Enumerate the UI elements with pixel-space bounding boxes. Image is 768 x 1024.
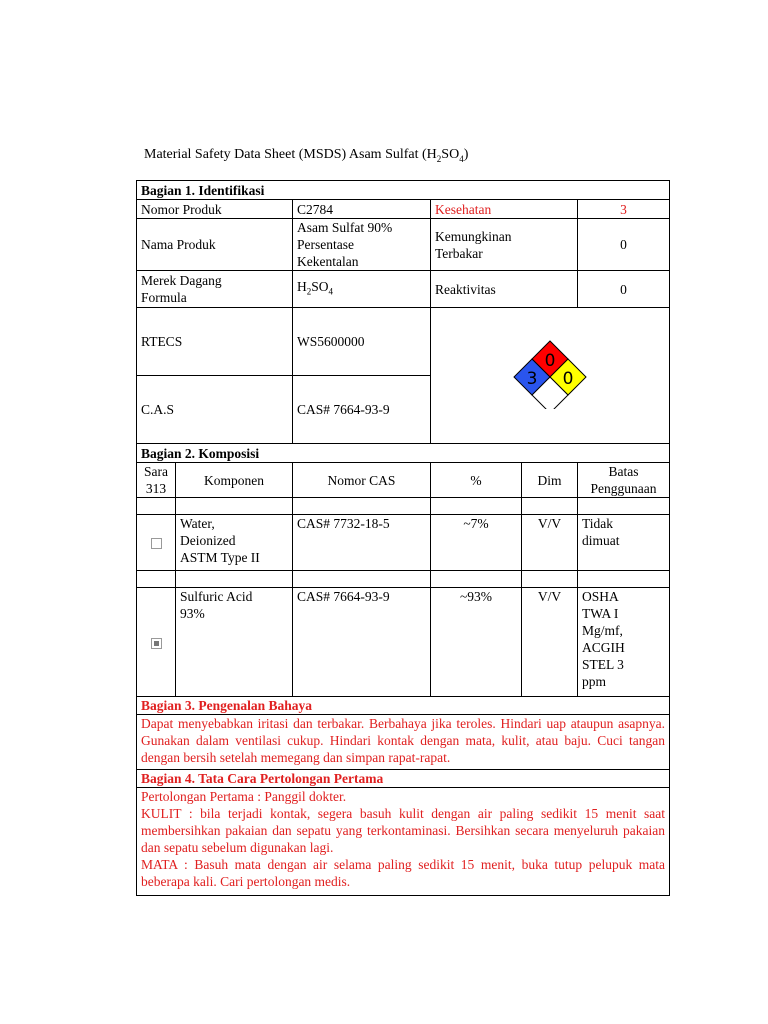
water-name-line-3: ASTM Type II (180, 550, 260, 565)
sulfuric-acid-checkbox[interactable] (151, 638, 162, 649)
table-row-water (137, 515, 670, 571)
water-limit-line-2: dimuat (582, 533, 620, 548)
section4-heading: Bagian 4. Tata Cara Pertolongan Pertama (137, 770, 670, 788)
acid-limit-line-3: Mg/mf, (582, 623, 623, 638)
spacer-row (137, 571, 670, 588)
nfpa-diamond (502, 339, 598, 409)
nfpa-fire-value: 0 (544, 350, 556, 371)
kemungkinan-line-1: Kemungkinan (435, 228, 512, 244)
water-name-line-2: Deionized (180, 533, 236, 548)
acid-dim: V/V (522, 588, 578, 697)
cas-label: C.A.S (137, 376, 293, 444)
formula-label: Formula (141, 290, 187, 305)
water-cas: CAS# 7732-18-5 (293, 515, 431, 571)
acid-limit-line-2: TWA I (582, 606, 619, 621)
acid-cas: CAS# 7664-93-9 (293, 588, 431, 697)
water-component (176, 515, 293, 571)
reaktivitas-label: Reaktivitas (431, 271, 578, 308)
section3-text: Dapat menyebabkan iritasi dan terbakar. Berbahaya jika teroles. Hindari uap ataupun asapnya. Gunakan dalam ventilasi cukup. Hindari kontak dengan mata, kulit, atau baju. Cuci tangan dengan bersih setelah memegang dan simpan rapat-rapat. (137, 715, 670, 770)
nfpa-diamond-cell (431, 308, 670, 444)
skin-instructions: KULIT : bila terjadi kontak, segera basuh kulit dengan air paling sedikit 15 menit saat membersihkan pakaian dan sepatu yang terkontaminasi. Bersihkan secara menyeluruh pakaian dan sepatu sebelum digunakan lagi. (141, 806, 666, 855)
nfpa-reactivity-value: 0 (562, 368, 574, 389)
nama-produk-line-1: Asam Sulfat 90% (297, 220, 393, 235)
sara-checkbox-cell (137, 588, 176, 697)
section1-heading: Bagian 1. Identifikasi (137, 181, 670, 200)
sara-313-header (137, 463, 176, 498)
kesehatan-label: Kesehatan (431, 200, 578, 219)
batas-penggunaan-header (578, 463, 670, 498)
acid-limit-line-1: OSHA (582, 589, 619, 604)
section4-body (137, 788, 670, 896)
spacer-row (137, 498, 670, 515)
acid-component (176, 588, 293, 697)
water-dim: V/V (522, 515, 578, 571)
batas-header-line-2: Penggunaan (590, 481, 657, 496)
acid-limit (578, 588, 670, 697)
section3-heading: Bagian 3. Pengenalan Bahaya (137, 697, 670, 715)
msds-table (136, 180, 670, 896)
kemungkinan-terbakar-label (431, 219, 578, 271)
nama-produk-value (293, 219, 431, 271)
rtecs-label: RTECS (137, 308, 293, 376)
komponen-header: Komponen (176, 463, 293, 498)
nama-produk-line-2: Persentase (297, 237, 354, 252)
percent-header: % (431, 463, 522, 498)
batas-header-line-1: Batas (608, 464, 639, 479)
acid-limit-line-6: ppm (582, 674, 607, 689)
water-name-line-1: Water, (180, 516, 215, 531)
water-limit (578, 515, 670, 571)
sara-checkbox-cell (137, 515, 176, 571)
nama-produk-label: Nama Produk (137, 219, 293, 271)
water-limit-line-1: Tidak (582, 516, 614, 531)
formula-value: $H_2SO_4$ (293, 271, 431, 308)
section2-heading: Bagian 2. Komposisi (137, 444, 670, 463)
nomor-cas-header: Nomor CAS (293, 463, 431, 498)
water-checkbox[interactable] (151, 538, 162, 549)
dim-header: Dim (522, 463, 578, 498)
merek-formula-label (137, 271, 293, 308)
eye-instructions: MATA : Basuh mata dengan air selama paling sedikit 15 menit, buka tutup pelupuk mata beberapa kali. Cari pertolongan medis. (141, 857, 666, 889)
sara-header-line-2: 313 (145, 481, 167, 496)
first-aid-line: Pertolongan Pertama : Panggil dokter. (141, 789, 347, 804)
acid-name-line-1: Sulfuric Acid (180, 589, 253, 604)
merek-dagang-label: Merek Dagang (141, 273, 222, 288)
acid-limit-line-5: STEL 3 (582, 657, 624, 672)
cas-value: CAS# 7664-93-9 (293, 376, 431, 444)
reaktivitas-value: 0 (578, 271, 670, 308)
nomor-produk-label: Nomor Produk (137, 200, 293, 219)
nfpa-health-value: 3 (526, 368, 538, 389)
acid-percent: ~93% (431, 588, 522, 697)
nomor-produk-value: C2784 (293, 200, 431, 219)
kesehatan-value: 3 (578, 200, 670, 219)
rtecs-value: WS5600000 (293, 308, 431, 376)
table-row-sulfuric-acid (137, 588, 670, 697)
acid-limit-line-4: ACGIH (582, 640, 625, 655)
sara-header-line-1: Sara (144, 464, 168, 479)
document-title: Material Safety Data Sheet (MSDS) Asam Sulfat $(H_2SO_4)$ (144, 147, 469, 164)
water-percent: ~7% (431, 515, 522, 571)
kemungkinan-terbakar-value: 0 (578, 219, 670, 271)
kemungkinan-line-2: Terbakar (435, 245, 483, 261)
nama-produk-line-3: Kekentalan (297, 254, 359, 269)
acid-name-line-2: 93% (180, 606, 205, 621)
